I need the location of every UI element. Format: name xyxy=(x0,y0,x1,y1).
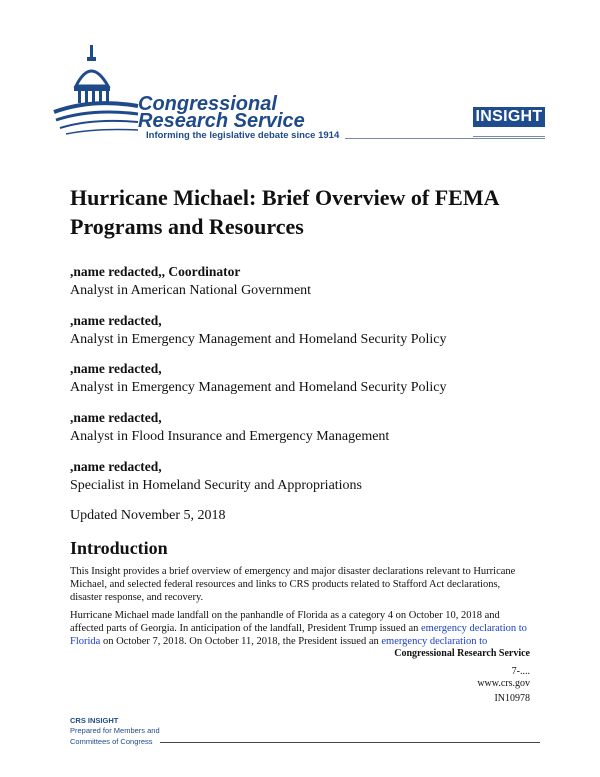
author-name: ,name redacted, xyxy=(70,410,162,425)
logo-tagline: Informing the legislative debate since 1914 xyxy=(146,130,340,141)
capitol-dome-icon xyxy=(52,42,142,152)
footer-page-number: 7-.... xyxy=(511,666,530,677)
header-rule xyxy=(473,136,545,137)
author-name: ,name redacted, xyxy=(70,313,162,328)
footer-website[interactable]: www.crs.gov xyxy=(477,678,530,689)
footer-org: Congressional Research Service xyxy=(394,648,530,659)
author-block xyxy=(70,312,540,349)
section-heading: Introduction xyxy=(70,538,168,558)
bottom-crs-insight: CRS INSIGHT xyxy=(70,716,119,725)
document-title: Hurricane Michael: Brief Overview of FEMA Programs and Resources xyxy=(70,185,499,239)
updated-date: Updated November 5, 2018 xyxy=(70,508,226,523)
author-block xyxy=(70,263,540,300)
author-block xyxy=(70,409,540,446)
emergency-declaration-florida-link[interactable]: emergency declaration to Florida xyxy=(70,623,527,647)
intro-paragraph: This Insight provides a brief overview of emergency and major disaster declarations relevant to Hurricane Michael, and selected federal resources and links to CRS products related to Stafford Act declarations, disaster response, and recovery. xyxy=(70,566,516,603)
logo-title-line1: Congressional xyxy=(138,93,277,115)
author-name: ,name redacted, xyxy=(70,459,162,474)
author-role: Analyst in Emergency Management and Homeland Security Policy xyxy=(70,380,447,395)
emergency-declaration-link[interactable]: emergency declaration to xyxy=(381,636,488,647)
author-name: ,name redacted, xyxy=(70,361,162,376)
bottom-prepared-line2: Committees of Congress xyxy=(70,737,153,746)
author-role: Analyst in Emergency Management and Homeland Security Policy xyxy=(70,332,447,347)
author-name: ,name redacted,, Coordinator xyxy=(70,264,241,279)
author-block xyxy=(70,458,540,495)
landfall-paragraph xyxy=(70,609,532,648)
paragraph-text: Hurricane Michael made landfall on the panhandle of Florida as a category 4 on October 10, 2018 and affected parts of Georgia. In anticipation of the landfall, President Trump issued an xyxy=(70,610,500,634)
author-role: Specialist in Homeland Security and Appropriations xyxy=(70,478,363,493)
bottom-prepared-line1: Prepared for Members and xyxy=(70,726,160,735)
author-role: Analyst in Flood Insurance and Emergency Management xyxy=(70,429,390,444)
insight-badge: INSIGHT xyxy=(473,107,545,127)
tagline-rule xyxy=(345,138,545,139)
logo-title-line2: Research Service xyxy=(138,110,305,132)
author-block xyxy=(70,360,540,397)
bottom-rule xyxy=(160,742,540,743)
paragraph-text: on October 7, 2018. On October 11, 2018, the President issued an xyxy=(100,636,382,647)
author-role: Analyst in American National Government xyxy=(70,283,312,298)
footer-product-id: IN10978 xyxy=(494,693,530,704)
